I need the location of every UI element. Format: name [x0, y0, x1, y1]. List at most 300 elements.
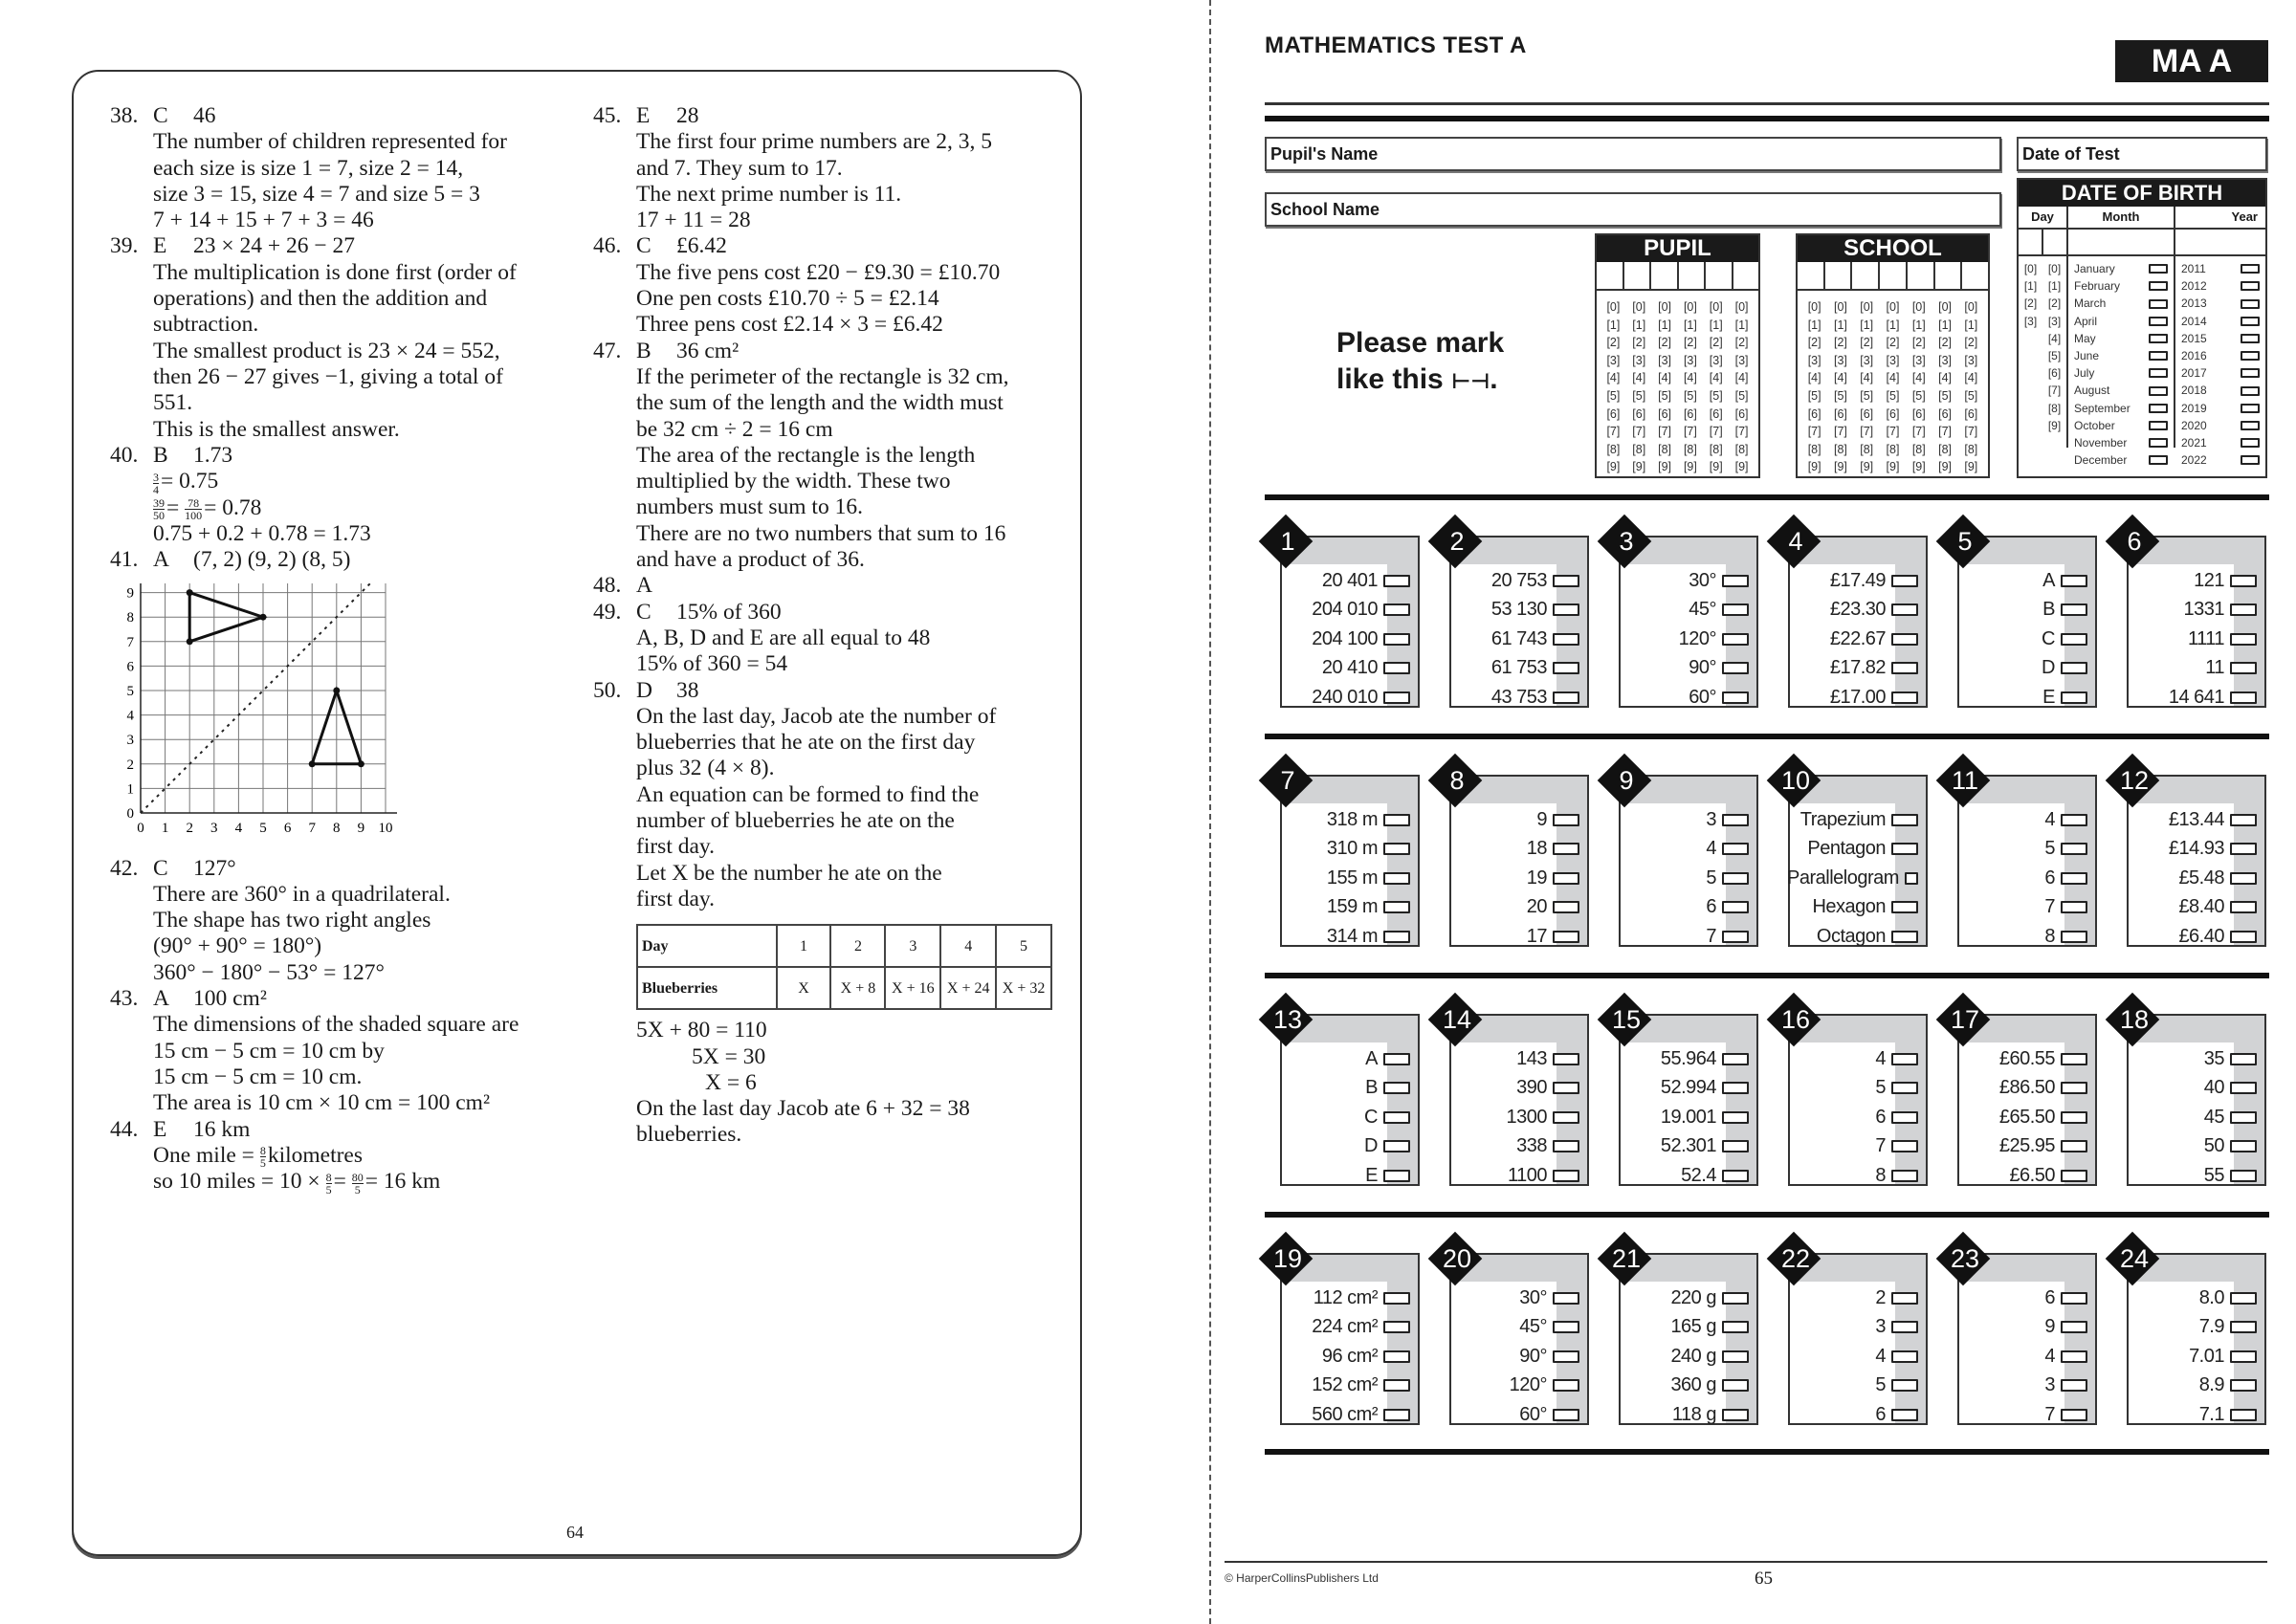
answer-option[interactable]	[1956, 922, 2095, 952]
answer-box-icon[interactable]	[1383, 633, 1410, 646]
answer-box-icon[interactable]	[2230, 1350, 2257, 1363]
digit-bubble[interactable]: [4]	[1860, 371, 1874, 385]
digit-bubble[interactable]: [8]	[1632, 442, 1646, 456]
digit-bubble[interactable]: [8]	[1683, 442, 1697, 456]
answer-box-icon[interactable]	[1383, 1321, 1410, 1333]
year-option[interactable]	[2175, 277, 2265, 295]
answer-box-icon[interactable]	[1722, 1140, 1749, 1152]
answer-box-icon[interactable]	[2241, 386, 2260, 396]
answer-option[interactable]	[1618, 625, 1756, 654]
answer-option[interactable]	[1787, 566, 1926, 596]
answer-option[interactable]	[1956, 835, 2095, 865]
answer-option[interactable]	[1448, 1400, 1587, 1430]
answer-box-icon[interactable]	[1383, 901, 1410, 913]
answer-box-icon[interactable]	[1722, 814, 1749, 826]
digit-bubble[interactable]: [4]	[1632, 371, 1646, 385]
dob-day-boxes[interactable]	[2019, 230, 2068, 254]
answer-option[interactable]	[1956, 1161, 2095, 1191]
answer-box-icon[interactable]	[1722, 1170, 1749, 1182]
digit-bubble[interactable]: [2]	[1606, 336, 1621, 350]
answer-option[interactable]	[1956, 805, 2095, 835]
answer-box-icon[interactable]	[2230, 843, 2257, 855]
digit-bubble[interactable]: [4]	[1886, 371, 1900, 385]
answer-box-icon[interactable]	[1891, 1409, 1918, 1421]
answer-box-icon[interactable]	[2230, 1292, 2257, 1305]
answer-box-icon[interactable]	[2241, 368, 2260, 378]
answer-box-icon[interactable]	[1891, 1379, 1918, 1392]
answer-box-icon[interactable]	[1553, 1170, 1579, 1182]
answer-option[interactable]	[1448, 864, 1587, 893]
answer-box-icon[interactable]	[1383, 1082, 1410, 1094]
year-option[interactable]	[2175, 313, 2265, 330]
answer-option[interactable]	[1448, 805, 1587, 835]
digit-bubble[interactable]: [3]	[1683, 353, 1697, 367]
answer-option[interactable]	[1787, 1284, 1926, 1313]
answer-box-icon[interactable]	[1553, 843, 1579, 855]
digit-bubble[interactable]: [3]	[1964, 353, 1978, 367]
answer-option[interactable]	[1787, 1132, 1926, 1162]
answer-box-icon[interactable]	[2230, 1170, 2257, 1182]
digit-bubble[interactable]: [5]	[1606, 388, 1621, 403]
answer-box-icon[interactable]	[1553, 1350, 1579, 1363]
year-option[interactable]	[2175, 417, 2265, 434]
answer-box-icon[interactable]	[2149, 334, 2168, 343]
answer-option[interactable]	[1279, 1284, 1418, 1313]
answer-box-icon[interactable]	[2061, 931, 2087, 943]
digit-entry-box[interactable]	[1825, 262, 1853, 289]
day-units-bubble[interactable]: [5]	[2047, 349, 2062, 363]
digit-bubble[interactable]: [3]	[1938, 353, 1952, 367]
answer-option[interactable]	[1618, 1074, 1756, 1104]
answer-option[interactable]	[1448, 1103, 1587, 1132]
answer-option[interactable]	[1956, 1284, 2095, 1313]
digit-bubble[interactable]: [6]	[1886, 406, 1900, 421]
answer-option[interactable]	[1279, 805, 1418, 835]
digit-bubble[interactable]: [7]	[1911, 425, 1926, 439]
answer-box-icon[interactable]	[1553, 1140, 1579, 1152]
answer-option[interactable]	[1279, 596, 1418, 625]
answer-box-icon[interactable]	[1891, 1292, 1918, 1305]
digit-bubble[interactable]: [8]	[1964, 442, 1978, 456]
answer-option[interactable]	[1618, 805, 1756, 835]
answer-box-icon[interactable]	[2061, 691, 2087, 704]
answer-option[interactable]	[1787, 1103, 1926, 1132]
answer-option[interactable]	[1956, 1103, 2095, 1132]
digit-bubble[interactable]: [6]	[1709, 406, 1723, 421]
answer-option[interactable]	[1279, 1313, 1418, 1343]
digit-bubble[interactable]: [5]	[1709, 388, 1723, 403]
digit-bubble[interactable]: [8]	[1938, 442, 1952, 456]
digit-entry-box[interactable]	[1733, 262, 1759, 289]
digit-bubble[interactable]: [1]	[1886, 318, 1900, 332]
answer-box-icon[interactable]	[2241, 421, 2260, 430]
digit-bubble[interactable]: [5]	[1860, 388, 1874, 403]
digit-bubble[interactable]: [5]	[1683, 388, 1697, 403]
digit-bubble[interactable]: [3]	[1860, 353, 1874, 367]
answer-box-icon[interactable]	[1722, 1379, 1749, 1392]
digit-bubble[interactable]: [3]	[1709, 353, 1723, 367]
answer-option[interactable]	[1956, 864, 2095, 893]
answer-box-icon[interactable]	[2149, 351, 2168, 361]
day-units-bubble[interactable]: [7]	[2047, 384, 2062, 398]
digit-bubble[interactable]: [8]	[1734, 442, 1749, 456]
answer-box-icon[interactable]	[2230, 1321, 2257, 1333]
answer-box-icon[interactable]	[2241, 334, 2260, 343]
digit-bubble[interactable]: [8]	[1807, 442, 1821, 456]
digit-bubble[interactable]: [4]	[1683, 371, 1697, 385]
answer-box-icon[interactable]	[2149, 264, 2168, 274]
digit-bubble[interactable]: [0]	[1886, 300, 1900, 314]
answer-box-icon[interactable]	[1722, 1321, 1749, 1333]
answer-box-icon[interactable]	[2230, 604, 2257, 616]
day-units-bubble[interactable]: [2]	[2047, 296, 2062, 311]
answer-box-icon[interactable]	[1722, 575, 1749, 587]
answer-box-icon[interactable]	[1722, 633, 1749, 646]
answer-option[interactable]	[1448, 1284, 1587, 1313]
answer-option[interactable]	[1956, 1044, 2095, 1074]
digit-bubble[interactable]: [7]	[1658, 425, 1672, 439]
digit-bubble[interactable]: [6]	[1833, 406, 1847, 421]
answer-option[interactable]	[1279, 625, 1418, 654]
answer-option[interactable]	[1787, 922, 1926, 952]
digit-bubble[interactable]: [6]	[1734, 406, 1749, 421]
answer-option[interactable]	[1618, 596, 1756, 625]
answer-option[interactable]	[1279, 566, 1418, 596]
digit-bubble[interactable]: [0]	[1833, 300, 1847, 314]
answer-option[interactable]	[1618, 835, 1756, 865]
digit-bubble[interactable]: [6]	[1632, 406, 1646, 421]
answer-option[interactable]	[2126, 596, 2264, 625]
day-units-bubble[interactable]: [9]	[2047, 418, 2062, 432]
year-option[interactable]	[2175, 347, 2265, 364]
answer-option[interactable]	[1956, 683, 2095, 713]
answer-box-icon[interactable]	[1722, 872, 1749, 885]
answer-box-icon[interactable]	[1553, 1292, 1579, 1305]
answer-box-icon[interactable]	[1722, 662, 1749, 674]
answer-option[interactable]	[2126, 922, 2264, 952]
answer-option[interactable]	[1279, 1161, 1418, 1191]
digit-entry-box[interactable]	[1706, 262, 1733, 289]
digit-bubble[interactable]: [1]	[1860, 318, 1874, 332]
day-tens-bubble[interactable]: [3]	[2023, 314, 2038, 328]
answer-option[interactable]	[1618, 654, 1756, 684]
digit-bubble[interactable]: [1]	[1734, 318, 1749, 332]
answer-option[interactable]	[1787, 1044, 1926, 1074]
answer-box-icon[interactable]	[1891, 691, 1918, 704]
answer-box-icon[interactable]	[2061, 1321, 2087, 1333]
digit-bubble[interactable]: [6]	[1964, 406, 1978, 421]
digit-bubble[interactable]: [2]	[1807, 336, 1821, 350]
answer-box-icon[interactable]	[2149, 386, 2168, 396]
answer-box-icon[interactable]	[2230, 1379, 2257, 1392]
day-tens-bubble[interactable]: [1]	[2023, 279, 2038, 294]
answer-box-icon[interactable]	[2230, 662, 2257, 674]
answer-box-icon[interactable]	[1891, 662, 1918, 674]
answer-option[interactable]	[1956, 566, 2095, 596]
answer-box-icon[interactable]	[1891, 1321, 1918, 1333]
month-option[interactable]	[2068, 417, 2174, 434]
answer-box-icon[interactable]	[2061, 872, 2087, 885]
answer-option[interactable]	[1279, 683, 1418, 713]
digit-entry-box[interactable]	[1852, 262, 1880, 289]
answer-box-icon[interactable]	[2061, 1350, 2087, 1363]
answer-box-icon[interactable]	[1553, 1111, 1579, 1124]
answer-box-icon[interactable]	[1553, 1379, 1579, 1392]
answer-box-icon[interactable]	[1383, 662, 1410, 674]
digit-bubble[interactable]: [4]	[1911, 371, 1926, 385]
answer-box-icon[interactable]	[1383, 1140, 1410, 1152]
digit-bubble[interactable]: [7]	[1632, 425, 1646, 439]
day-units-bubble[interactable]: [6]	[2047, 366, 2062, 381]
answer-box-icon[interactable]	[1891, 901, 1918, 913]
answer-box-icon[interactable]	[2241, 455, 2260, 465]
digit-bubble[interactable]: [0]	[1632, 300, 1646, 314]
digit-bubble[interactable]: [7]	[1683, 425, 1697, 439]
answer-box-icon[interactable]	[1383, 872, 1410, 885]
answer-option[interactable]	[1448, 1342, 1587, 1372]
answer-option[interactable]	[1787, 893, 1926, 923]
digit-bubble[interactable]: [8]	[1886, 442, 1900, 456]
answer-box-icon[interactable]	[2061, 1170, 2087, 1182]
digit-bubble[interactable]: [1]	[1606, 318, 1621, 332]
answer-box-icon[interactable]	[2241, 351, 2260, 361]
answer-box-icon[interactable]	[2230, 691, 2257, 704]
digit-bubble[interactable]: [3]	[1606, 353, 1621, 367]
digit-bubble[interactable]: [8]	[1911, 442, 1926, 456]
answer-box-icon[interactable]	[2149, 368, 2168, 378]
answer-option[interactable]	[1787, 864, 1926, 893]
answer-option[interactable]	[1279, 1372, 1418, 1401]
answer-box-icon[interactable]	[1891, 1170, 1918, 1182]
digit-bubble[interactable]: [1]	[1911, 318, 1926, 332]
answer-option[interactable]	[1448, 1161, 1587, 1191]
answer-box-icon[interactable]	[2061, 1082, 2087, 1094]
pupil-name-field[interactable]	[1265, 137, 2001, 171]
digit-bubble[interactable]: [9]	[1606, 460, 1621, 474]
month-option[interactable]	[2068, 364, 2174, 382]
digit-bubble[interactable]: [3]	[1886, 353, 1900, 367]
answer-option[interactable]	[1618, 1372, 1756, 1401]
answer-box-icon[interactable]	[2230, 931, 2257, 943]
digit-bubble[interactable]: [2]	[1964, 336, 1978, 350]
answer-option[interactable]	[1956, 596, 2095, 625]
answer-box-icon[interactable]	[1891, 1053, 1918, 1065]
answer-option[interactable]	[1787, 1313, 1926, 1343]
answer-box-icon[interactable]	[1383, 1379, 1410, 1392]
digit-bubble[interactable]: [5]	[1886, 388, 1900, 403]
digit-entry-box[interactable]	[1880, 262, 1908, 289]
answer-option[interactable]	[2126, 1103, 2264, 1132]
digit-bubble[interactable]: [9]	[1658, 460, 1672, 474]
pupil-number-entry-boxes[interactable]	[1597, 262, 1758, 291]
answer-box-icon[interactable]	[2230, 1082, 2257, 1094]
digit-bubble[interactable]: [0]	[1606, 300, 1621, 314]
digit-entry-box[interactable]	[1962, 262, 1988, 289]
answer-option[interactable]	[1956, 1074, 2095, 1104]
answer-option[interactable]	[1448, 1313, 1587, 1343]
digit-bubble[interactable]: [5]	[1833, 388, 1847, 403]
digit-bubble[interactable]: [3]	[1632, 353, 1646, 367]
answer-option[interactable]	[1448, 1044, 1587, 1074]
digit-bubble[interactable]: [5]	[1734, 388, 1749, 403]
answer-option[interactable]	[1279, 1400, 1418, 1430]
digit-bubble[interactable]: [3]	[1734, 353, 1749, 367]
answer-box-icon[interactable]	[2241, 404, 2260, 413]
answer-option[interactable]	[1787, 805, 1926, 835]
answer-box-icon[interactable]	[1891, 1111, 1918, 1124]
answer-option[interactable]	[2126, 1132, 2264, 1162]
answer-option[interactable]	[1618, 893, 1756, 923]
digit-bubble[interactable]: [1]	[1964, 318, 1978, 332]
digit-bubble[interactable]: [4]	[1709, 371, 1723, 385]
answer-option[interactable]	[2126, 864, 2264, 893]
digit-bubble[interactable]: [4]	[1658, 371, 1672, 385]
answer-option[interactable]	[1618, 1400, 1756, 1430]
digit-bubble[interactable]: [2]	[1886, 336, 1900, 350]
answer-box-icon[interactable]	[2061, 575, 2087, 587]
year-option[interactable]	[2175, 330, 2265, 347]
answer-box-icon[interactable]	[1383, 604, 1410, 616]
answer-option[interactable]	[1618, 683, 1756, 713]
answer-option[interactable]	[2126, 683, 2264, 713]
answer-box-icon[interactable]	[2241, 299, 2260, 309]
month-option[interactable]	[2068, 434, 2174, 451]
answer-box-icon[interactable]	[1722, 1409, 1749, 1421]
answer-option[interactable]	[1787, 596, 1926, 625]
answer-box-icon[interactable]	[1383, 1111, 1410, 1124]
digit-bubble[interactable]: [7]	[1938, 425, 1952, 439]
answer-box-icon[interactable]	[1553, 872, 1579, 885]
digit-bubble[interactable]: [7]	[1860, 425, 1874, 439]
answer-box-icon[interactable]	[2241, 264, 2260, 274]
answer-box-icon[interactable]	[2241, 438, 2260, 448]
digit-bubble[interactable]: [9]	[1632, 460, 1646, 474]
digit-bubble[interactable]: [3]	[1833, 353, 1847, 367]
answer-option[interactable]	[2126, 1372, 2264, 1401]
answer-option[interactable]	[2126, 654, 2264, 684]
answer-box-icon[interactable]	[1383, 1409, 1410, 1421]
answer-box-icon[interactable]	[1891, 633, 1918, 646]
date-of-test-field[interactable]	[2017, 137, 2267, 171]
school-name-field[interactable]	[1265, 192, 2001, 227]
year-option[interactable]	[2175, 434, 2265, 451]
answer-option[interactable]	[1448, 654, 1587, 684]
day-units-bubble[interactable]: [8]	[2047, 401, 2062, 415]
answer-option[interactable]	[1787, 1074, 1926, 1104]
digit-bubble[interactable]: [1]	[1709, 318, 1723, 332]
answer-box-icon[interactable]	[1553, 1409, 1579, 1421]
answer-box-icon[interactable]	[1383, 814, 1410, 826]
answer-box-icon[interactable]	[1891, 1140, 1918, 1152]
digit-bubble[interactable]: [8]	[1860, 442, 1874, 456]
digit-entry-box[interactable]	[1935, 262, 1963, 289]
answer-box-icon[interactable]	[1722, 604, 1749, 616]
digit-bubble[interactable]: [6]	[1658, 406, 1672, 421]
answer-option[interactable]	[2126, 1044, 2264, 1074]
answer-box-icon[interactable]	[2061, 633, 2087, 646]
answer-box-icon[interactable]	[1722, 1350, 1749, 1363]
answer-option[interactable]	[1448, 1372, 1587, 1401]
digit-bubble[interactable]: [2]	[1833, 336, 1847, 350]
digit-bubble[interactable]: [1]	[1658, 318, 1672, 332]
answer-option[interactable]	[1787, 1342, 1926, 1372]
answer-option[interactable]	[1956, 1372, 2095, 1401]
answer-option[interactable]	[1618, 864, 1756, 893]
answer-option[interactable]	[1618, 1161, 1756, 1191]
digit-bubble[interactable]: [7]	[1964, 425, 1978, 439]
answer-box-icon[interactable]	[2230, 1409, 2257, 1421]
answer-option[interactable]	[1787, 625, 1926, 654]
digit-bubble[interactable]: [7]	[1886, 425, 1900, 439]
digit-bubble[interactable]: [1]	[1632, 318, 1646, 332]
digit-bubble[interactable]: [1]	[1833, 318, 1847, 332]
month-option[interactable]	[2068, 382, 2174, 399]
answer-option[interactable]	[1448, 922, 1587, 952]
answer-option[interactable]	[2126, 625, 2264, 654]
digit-bubble[interactable]: [2]	[1860, 336, 1874, 350]
answer-box-icon[interactable]	[1722, 1292, 1749, 1305]
digit-bubble[interactable]: [7]	[1807, 425, 1821, 439]
answer-box-icon[interactable]	[1722, 931, 1749, 943]
answer-option[interactable]	[1618, 1103, 1756, 1132]
answer-box-icon[interactable]	[2230, 1140, 2257, 1152]
month-option[interactable]	[2068, 260, 2174, 277]
answer-box-icon[interactable]	[2061, 1292, 2087, 1305]
digit-bubble[interactable]: [5]	[1964, 388, 1978, 403]
answer-box-icon[interactable]	[2061, 604, 2087, 616]
digit-bubble[interactable]: [7]	[1709, 425, 1723, 439]
answer-option[interactable]	[1279, 1342, 1418, 1372]
answer-box-icon[interactable]	[2149, 317, 2168, 326]
answer-option[interactable]	[1279, 1132, 1418, 1162]
digit-bubble[interactable]: [9]	[1860, 460, 1874, 474]
year-option[interactable]	[2175, 260, 2265, 277]
digit-bubble[interactable]: [4]	[1606, 371, 1621, 385]
answer-option[interactable]	[2126, 835, 2264, 865]
digit-bubble[interactable]: [4]	[1964, 371, 1978, 385]
answer-box-icon[interactable]	[2149, 299, 2168, 309]
dob-month-box[interactable]	[2068, 230, 2175, 254]
answer-option[interactable]	[1448, 1132, 1587, 1162]
answer-box-icon[interactable]	[1891, 843, 1918, 855]
year-option[interactable]	[2175, 400, 2265, 417]
answer-option[interactable]	[1618, 1044, 1756, 1074]
answer-option[interactable]	[1787, 683, 1926, 713]
answer-box-icon[interactable]	[1383, 691, 1410, 704]
answer-option[interactable]	[1956, 893, 2095, 923]
answer-box-icon[interactable]	[1891, 604, 1918, 616]
answer-option[interactable]	[1448, 1074, 1587, 1104]
digit-entry-box[interactable]	[1624, 262, 1652, 289]
answer-box-icon[interactable]	[1722, 691, 1749, 704]
answer-box-icon[interactable]	[1553, 1082, 1579, 1094]
answer-option[interactable]	[1787, 1400, 1926, 1430]
digit-entry-box[interactable]	[1679, 262, 1707, 289]
answer-box-icon[interactable]	[1722, 1053, 1749, 1065]
digit-bubble[interactable]: [9]	[1709, 460, 1723, 474]
digit-bubble[interactable]: [9]	[1683, 460, 1697, 474]
digit-bubble[interactable]: [4]	[1938, 371, 1952, 385]
answer-box-icon[interactable]	[1553, 1053, 1579, 1065]
digit-bubble[interactable]: [2]	[1938, 336, 1952, 350]
digit-bubble[interactable]: [6]	[1606, 406, 1621, 421]
answer-box-icon[interactable]	[1383, 1170, 1410, 1182]
month-option[interactable]	[2068, 313, 2174, 330]
answer-box-icon[interactable]	[2230, 814, 2257, 826]
answer-box-icon[interactable]	[2149, 404, 2168, 413]
digit-bubble[interactable]: [0]	[1964, 300, 1978, 314]
answer-box-icon[interactable]	[2241, 281, 2260, 291]
